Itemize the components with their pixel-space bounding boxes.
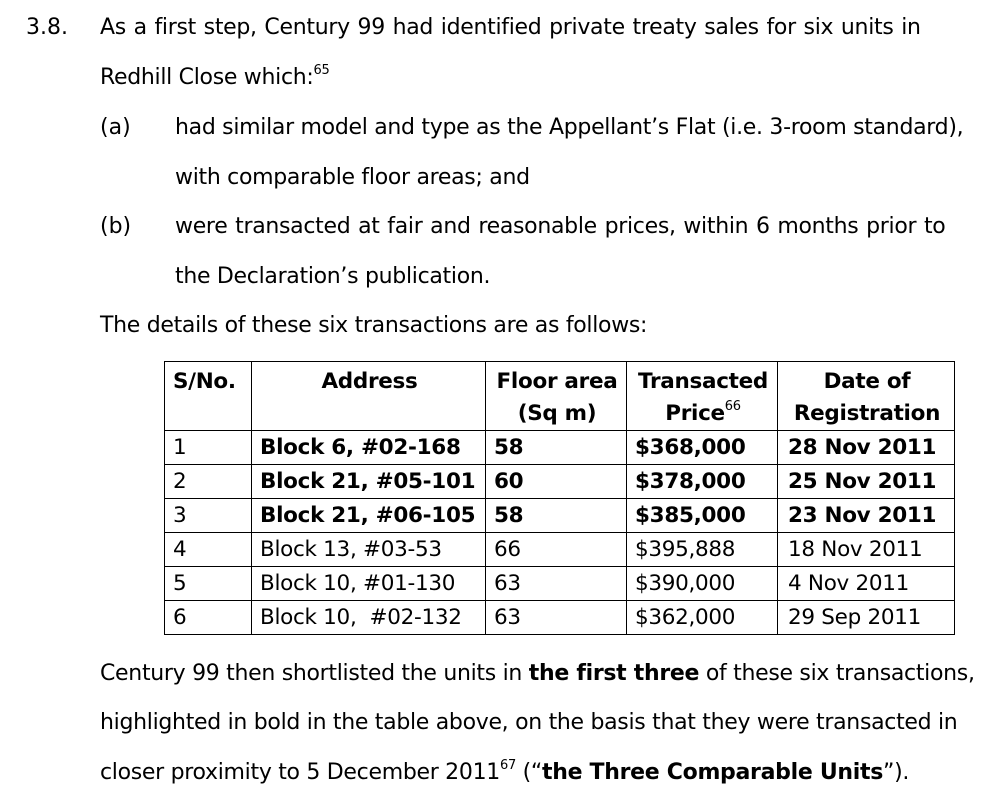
- table-row: [165, 431, 955, 465]
- cell-sno: 4: [165, 533, 252, 567]
- cell-floor-area: 63: [486, 567, 627, 601]
- footnote-ref-67[interactable]: 67: [499, 757, 516, 773]
- table-row: [165, 601, 955, 635]
- conclusion-line-1: Century 99 then shortlisted the units in the first three of these six transactions,: [100, 661, 975, 686]
- cell-price: $368,000: [627, 431, 778, 465]
- cell-sno: 6: [165, 601, 252, 635]
- transactions-table: [164, 361, 955, 635]
- cell-floor-area: 66: [486, 533, 627, 567]
- cell-price: $385,000: [627, 499, 778, 533]
- table-row: [165, 533, 955, 567]
- cell-date: 23 Nov 2011: [778, 499, 955, 533]
- cell-date: 25 Nov 2011: [778, 465, 955, 499]
- header-date-line-1: Date of: [823, 369, 911, 394]
- header-transacted-price: [627, 362, 778, 431]
- conclusion-line-2: highlighted in bold in the table above, on the basis that they were transacted in: [100, 710, 958, 735]
- table-row: [165, 499, 955, 533]
- footnote-ref-66[interactable]: 66: [724, 398, 741, 414]
- cell-price: $395,888: [627, 533, 778, 567]
- cell-sno: 2: [165, 465, 252, 499]
- item-b-label: (b): [100, 214, 132, 239]
- cell-date: 28 Nov 2011: [778, 431, 955, 465]
- item-a-line-2: with comparable floor areas; and: [175, 165, 530, 190]
- cell-address: Block 21, #05-101: [252, 465, 486, 499]
- header-date-line-2: Registration: [793, 401, 941, 426]
- table-row: [165, 567, 955, 601]
- cell-floor-area: 60: [486, 465, 627, 499]
- intro-line-2: [100, 62, 330, 90]
- cell-floor-area: 58: [486, 431, 627, 465]
- cell-sno: 5: [165, 567, 252, 601]
- cell-price: $390,000: [627, 567, 778, 601]
- footnote-ref-65[interactable]: 65: [313, 62, 330, 78]
- header-date-of-registration: [778, 362, 955, 431]
- cell-date: 18 Nov 2011: [778, 533, 955, 567]
- header-floor-area-line-1: Floor area: [496, 369, 618, 394]
- item-a-label: (a): [100, 115, 131, 140]
- cell-address: Block 10, #02-132: [252, 601, 486, 635]
- cell-date: 29 Sep 2011: [778, 601, 955, 635]
- header-price-line-2: Price$^{66}$: [665, 398, 741, 426]
- section-number: 3.8.: [26, 15, 68, 40]
- item-a-line-1: had similar model and type as the Appellant’s Flat (i.e. 3-room standard),: [175, 115, 964, 140]
- details-intro: The details of these six transactions are as follows:: [100, 313, 648, 338]
- cell-address: Block 10, #01-130: [252, 567, 486, 601]
- header-price-line-1: Transacted: [637, 369, 769, 394]
- intro-line-2-text: Redhill Close which:: [100, 65, 314, 90]
- header-floor-area: [486, 362, 627, 431]
- table-row: [165, 465, 955, 499]
- cell-sno: 1: [165, 431, 252, 465]
- header-floor-area-line-2: (Sq m): [517, 401, 597, 426]
- header-address: Address: [252, 362, 486, 431]
- item-b-line-1: were transacted at fair and reasonable prices, within 6 months prior to: [175, 214, 946, 239]
- cell-date: 4 Nov 2011: [778, 567, 955, 601]
- conclusion-emphasis-three-comparable-units: the Three Comparable Units: [542, 760, 883, 785]
- cell-address: Block 21, #06-105: [252, 499, 486, 533]
- item-b-line-2: the Declaration’s publication.: [175, 264, 491, 289]
- cell-floor-area: 58: [486, 499, 627, 533]
- intro-line-1: As a first step, Century 99 had identified private treaty sales for six units in: [100, 15, 921, 40]
- conclusion-line-3: closer proximity to 5 December 2011$^{67}$ (“the Three Comparable Units”).: [100, 757, 910, 785]
- header-sno: S/No.: [165, 362, 252, 431]
- cell-sno: 3: [165, 499, 252, 533]
- cell-address: Block 6, #02-168: [252, 431, 486, 465]
- cell-price: $378,000: [627, 465, 778, 499]
- cell-address: Block 13, #03-53: [252, 533, 486, 567]
- cell-price: $362,000: [627, 601, 778, 635]
- cell-floor-area: 63: [486, 601, 627, 635]
- table-header-row: [165, 362, 955, 431]
- conclusion-emphasis-first-three: the first three: [528, 661, 700, 686]
